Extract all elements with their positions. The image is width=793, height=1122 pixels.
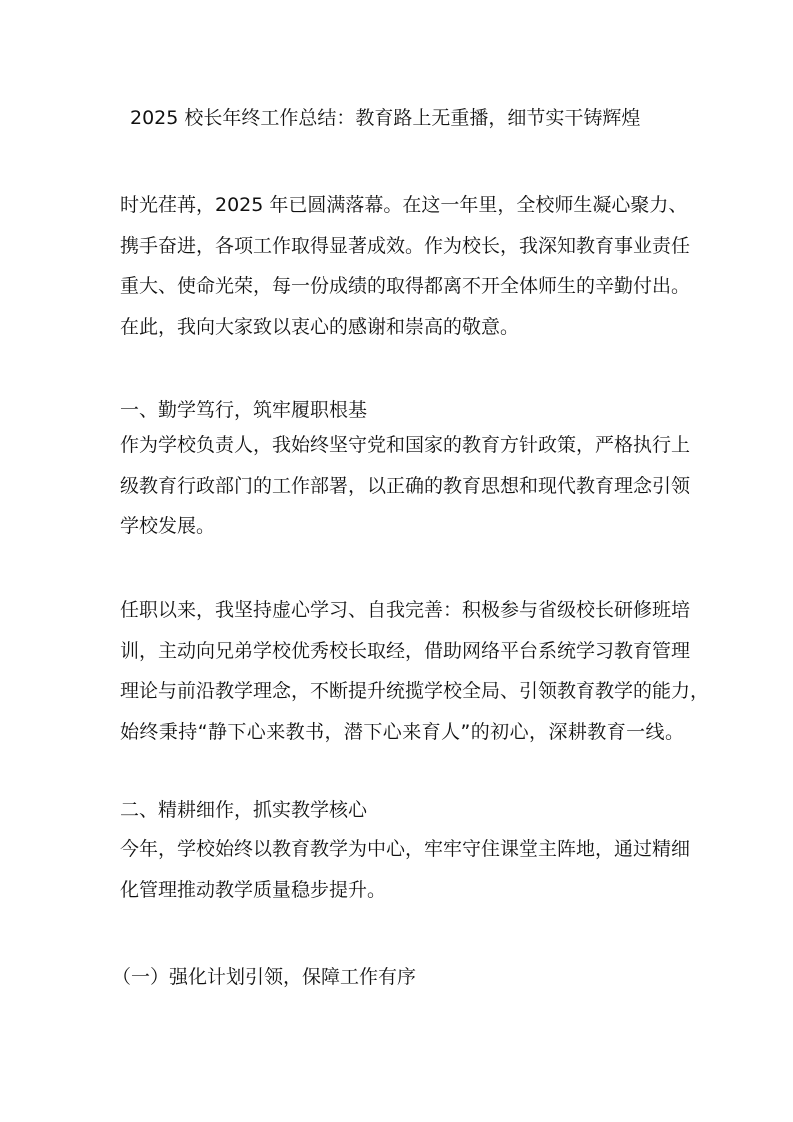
section2-heading-block	[120, 790, 684, 831]
text-line: 级教育行政部门的工作部署，以正确的教育思想和现代教育理念引领	[120, 474, 691, 497]
text-line: 化管理推动教学质量稳步提升。	[120, 878, 387, 901]
text-line: 训，主动向兄弟学校优秀校长取经，借助网络平台系统学习教育管理	[120, 639, 691, 662]
intro-paragraph	[120, 185, 691, 347]
subsection1-heading-block	[112, 957, 676, 998]
text-line: 理论与前沿教学理念，不断提升统揽学校全局、引领教育教学的能力，	[120, 680, 710, 702]
text-line: 在此，我向大家致以衷心的感谢和崇高的敬意。	[120, 315, 520, 338]
document-title: 2025 校长年终工作总结：教育路上无重播，细节实干铸辉煌	[130, 107, 641, 129]
text-line: 时光荏苒，2025 年已圆满落幕。在这一年里，全校师生凝心聚力、	[120, 194, 688, 216]
section2-paragraph-1	[120, 829, 691, 910]
text-line: 作为学校负责人，我始终坚守党和国家的教育方针政策，严格执行上	[120, 434, 691, 456]
subsection-heading: （一）强化计划引领，保障工作有序	[112, 966, 417, 988]
section1-paragraph-2	[120, 590, 710, 752]
text-line: 任职以来，我坚持虚心学习、自我完善：积极参与省级校长研修班培	[120, 599, 691, 621]
text-line: 今年，学校始终以教育教学为中心，牢牢守住课堂主阵地，通过精细	[120, 838, 691, 860]
section1-paragraph-1	[120, 425, 691, 547]
text-line: 携手奋进，各项工作取得显著成效。作为校长，我深知教育事业责任	[120, 234, 691, 257]
text-line: 学校发展。	[120, 515, 216, 537]
section-heading: 二、精耕细作，抓实教学核心	[120, 799, 368, 821]
text-line: 重大、使命光荣，每一份成绩的取得都离不开全体师生的辛勤付出。	[120, 275, 691, 297]
section-heading: 一、勤学笃行，筑牢履职根基	[120, 399, 368, 421]
text-line: 始终秉持“静下心来教书，潜下心来育人”的初心，深耕教育一线。	[120, 720, 684, 743]
